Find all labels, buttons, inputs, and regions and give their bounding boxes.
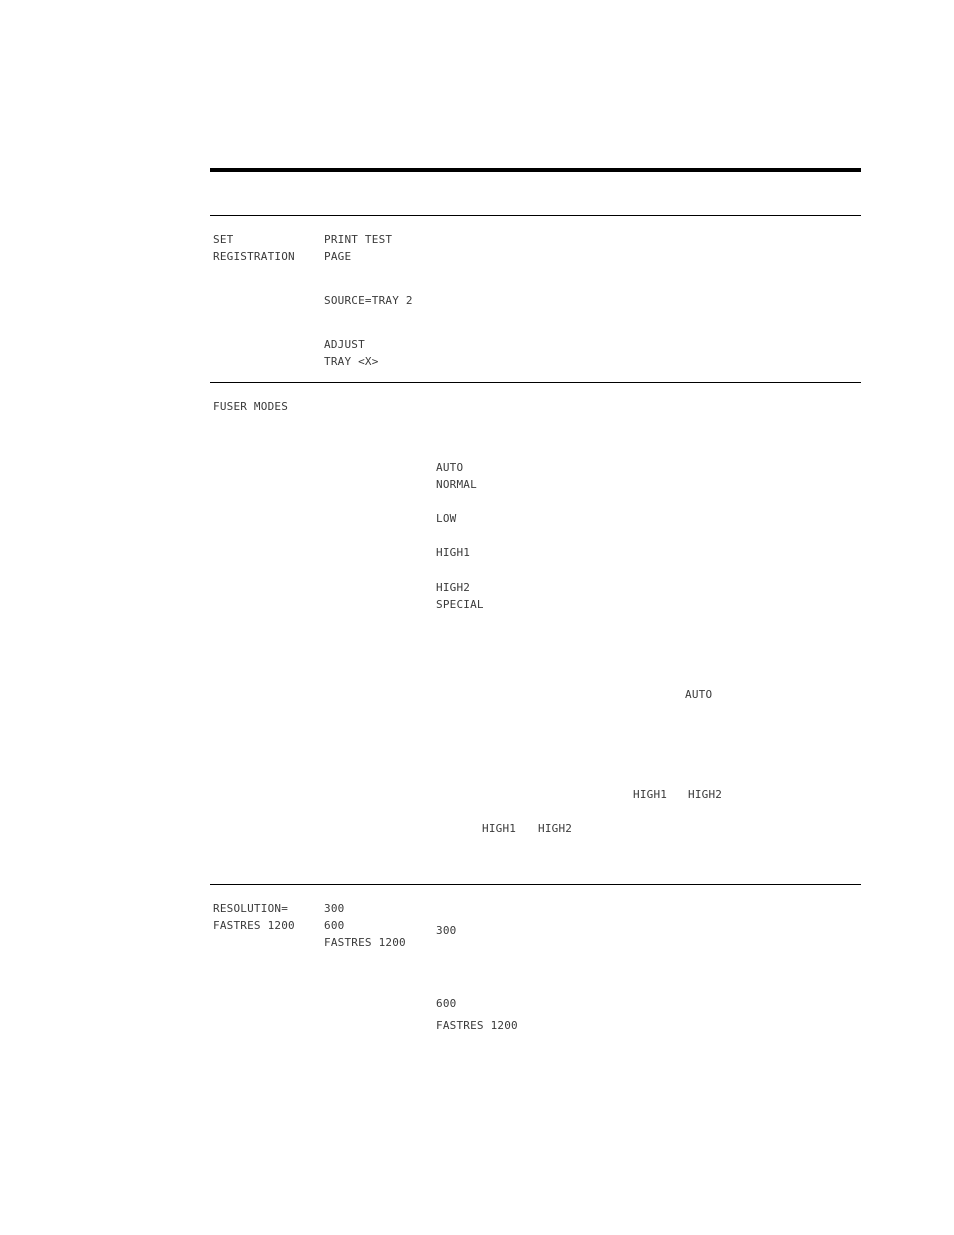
fuser-modes-item: FUSER MODES: [213, 400, 289, 413]
adjust-tray-line1: ADJUST: [324, 338, 365, 351]
fuser-mode-high1: HIGH1: [436, 546, 471, 559]
top-thick-rule: [210, 168, 861, 172]
fuser-note-high1: HIGH1: [633, 788, 668, 801]
resolution-value-600: 600: [324, 919, 345, 932]
set-registration-item-line2: REGISTRATION: [213, 250, 295, 263]
fuser-mode-low: LOW: [436, 512, 457, 525]
resolution-desc-300: 300: [436, 924, 457, 937]
resolution-desc-fastres: FASTRES 1200: [436, 1019, 518, 1032]
fuser-note-auto: AUTO: [685, 688, 713, 701]
fuser-mode-auto: AUTO: [436, 461, 464, 474]
resolution-item-line1: RESOLUTION=: [213, 902, 289, 915]
table-header-rule: [210, 215, 861, 216]
set-registration-item-line1: SET: [213, 233, 234, 246]
fuser-note-high2-second: HIGH2: [538, 822, 573, 835]
fuser-mode-high2: HIGH2: [436, 581, 471, 594]
resolution-item-line2: FASTRES 1200: [213, 919, 295, 932]
adjust-tray-line2: TRAY <X>: [324, 355, 379, 368]
resolution-value-300: 300: [324, 902, 345, 915]
fuser-mode-special: SPECIAL: [436, 598, 484, 611]
resolution-value-fastres: FASTRES 1200: [324, 936, 406, 949]
row-divider-resolution: [210, 884, 861, 885]
print-test-page-line1: PRINT TEST: [324, 233, 393, 246]
print-test-page-line2: PAGE: [324, 250, 352, 263]
fuser-mode-normal: NORMAL: [436, 478, 477, 491]
fuser-note-high1-second: HIGH1: [482, 822, 517, 835]
source-tray-value: SOURCE=TRAY 2: [324, 294, 413, 307]
resolution-desc-600: 600: [436, 997, 457, 1010]
fuser-note-high2: HIGH2: [688, 788, 723, 801]
row-divider-fuser: [210, 382, 861, 383]
